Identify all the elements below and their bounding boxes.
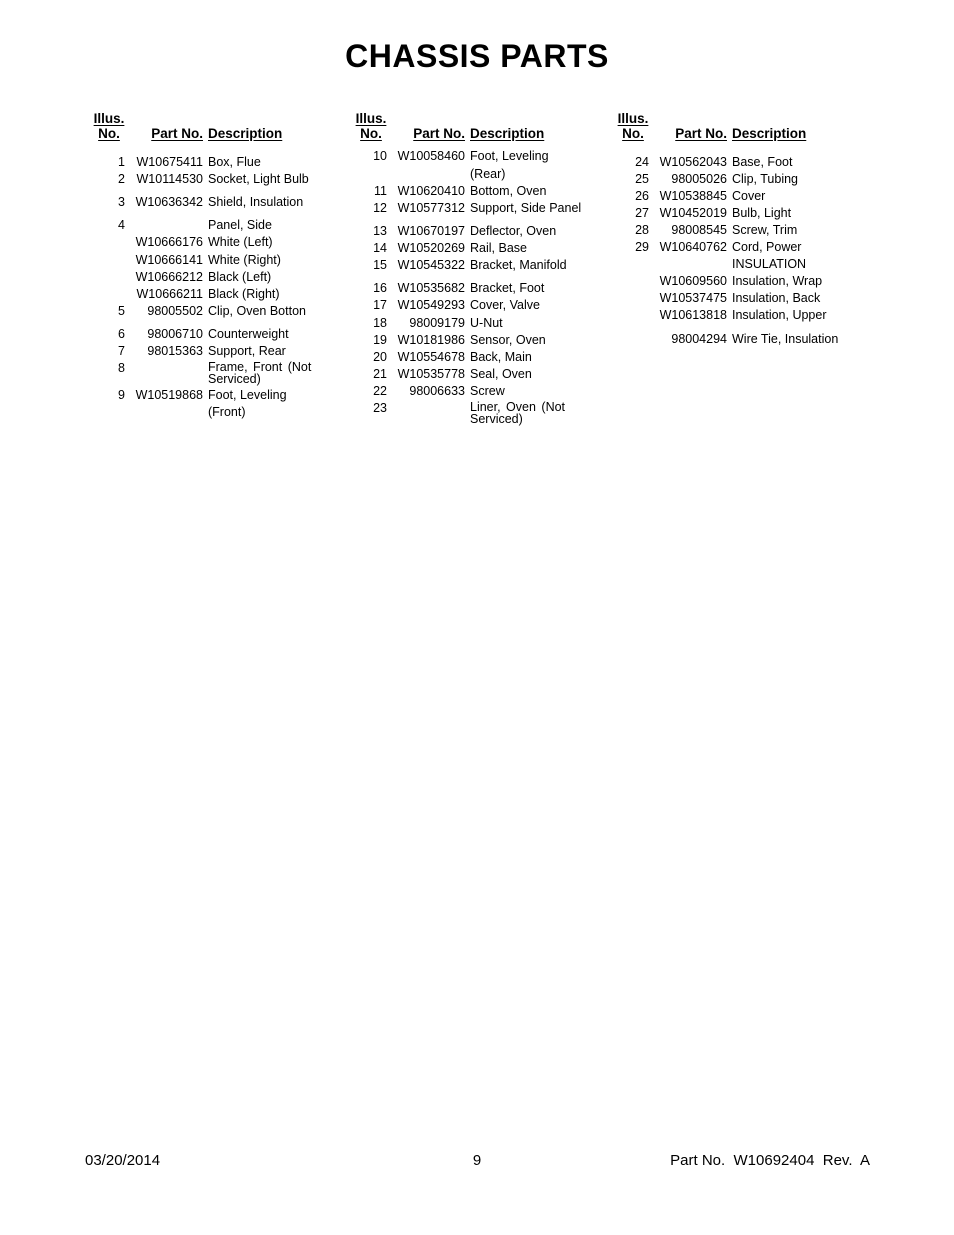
illus-header: Illus. — [93, 111, 125, 126]
illus-no-header: No. — [98, 126, 120, 141]
illus-header: Illus. — [355, 111, 387, 126]
description-header: Description — [470, 126, 545, 141]
part-no-header: Part No. — [413, 126, 465, 141]
illus-no-header: No. — [360, 126, 382, 141]
page-title: CHASSIS PARTS — [345, 38, 609, 74]
footer-date: 03/20/2014 — [85, 1152, 161, 1169]
description-header: Description — [208, 126, 283, 141]
illus-no-header: No. — [622, 126, 644, 141]
description-header: Description — [732, 126, 807, 141]
part-no-header: Part No. — [675, 126, 727, 141]
illus-header: Illus. — [617, 111, 649, 126]
footer-page-number: 9 — [472, 1152, 482, 1169]
footer-part-number: Part No. W10692404 Rev. A — [670, 1152, 870, 1169]
part-no-header: Part No. — [151, 126, 203, 141]
